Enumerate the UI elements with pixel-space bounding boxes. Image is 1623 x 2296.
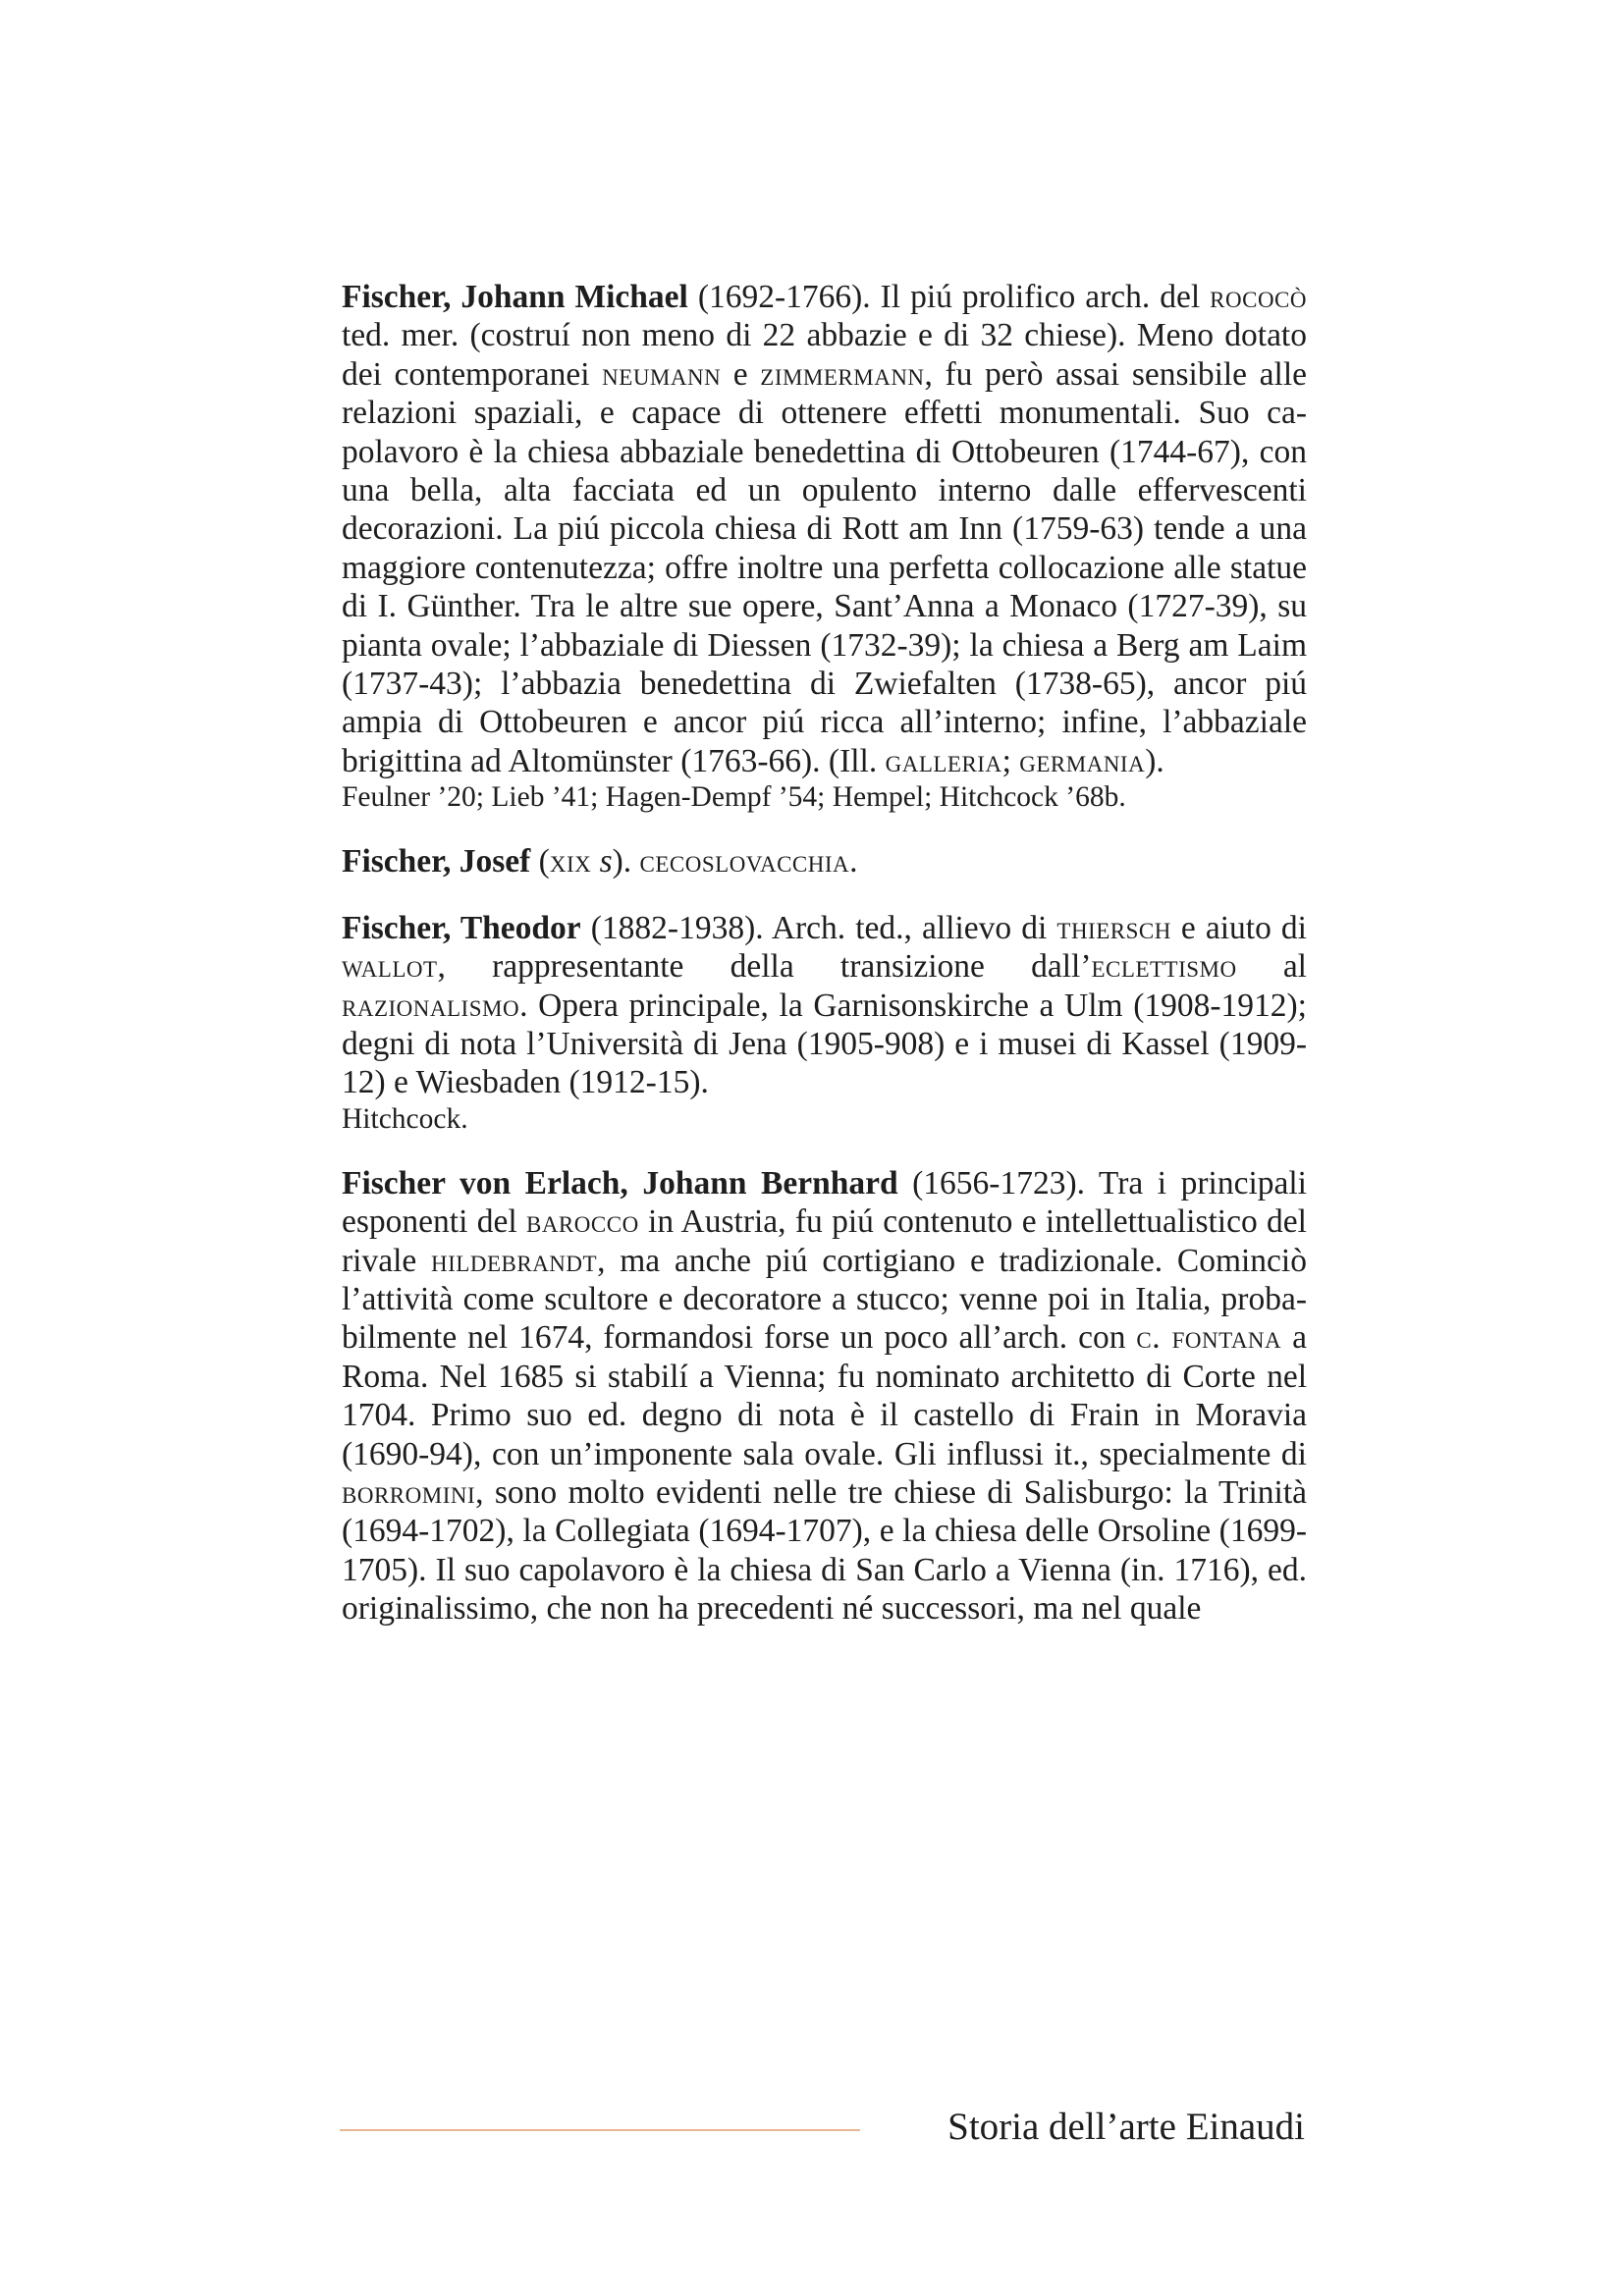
cross-reference: rococò bbox=[1210, 279, 1308, 315]
entry-body bbox=[342, 909, 1307, 1102]
entry-head: Fischer von Erlach, Johann Bernhard bbox=[342, 1164, 898, 1201]
cross-reference: barocco bbox=[525, 1203, 639, 1241]
bibliography: Feulner ’20; Lieb ’41; Hagen-Dempf ’54; Hempel; Hitchcock ’68b. bbox=[342, 781, 1126, 814]
entry-body bbox=[342, 842, 1307, 881]
entry-text: (1656-1723). Tra i principali esponenti del barocco in Austria, fu piú contenuto e intellettualistico del rivale hildebrandt, ma anche piú cortigiano e tradizionale. Cominciò l’attività come scultore e decoratore a stucco; venne poi in Italia, probabilmente nel 1674, formandosi forse un poco all’arch. con c. fontana a Roma. Nel 1685 si stabilí a Vienna; fu nominato architetto di Corte nel 1704. Primo suo ed. degno di nota è il castello di Frain in Moravia (1690-94), con un’imponente sala ovale. Gli influssi it., specialmente di borromini, sono molto evidenti nelle tre chiese di Salisburgo: la Trinità (1694-1702), la Collegiata (1694-1707), e la chiesa delle Orsoline (1699-1705). Il suo capolavoro è la chiesa di San Carlo a Vienna (in. 1716), ed. originalissimo, che non ha precedenti né successori, ma nel quale bbox=[342, 1164, 1307, 1628]
cross-reference: zimmermann bbox=[760, 355, 925, 393]
cross-reference: razionalismo bbox=[342, 987, 520, 1024]
cross-reference: xix bbox=[549, 843, 592, 881]
cross-reference: germania bbox=[1019, 742, 1146, 779]
entry-body bbox=[342, 1164, 1307, 1629]
entry-body bbox=[342, 278, 1307, 780]
cross-reference: cecoslovacchia bbox=[639, 843, 850, 881]
page-footer bbox=[340, 2104, 1305, 2153]
cross-reference: hildebrandt bbox=[431, 1242, 598, 1279]
entry-head: Fischer, Theodor bbox=[342, 909, 581, 946]
cross-reference: thiersch bbox=[1056, 909, 1171, 946]
entry-text: (xix s). cecoslovacchia. bbox=[530, 843, 858, 881]
entry-head: Fischer, Johann Michael bbox=[342, 279, 688, 315]
footer-rule bbox=[340, 2129, 860, 2131]
cross-reference: neumann bbox=[602, 355, 722, 393]
cross-reference: wallot bbox=[342, 948, 438, 986]
text-column bbox=[342, 278, 1307, 1629]
cross-reference: eclettismo bbox=[1091, 948, 1237, 986]
entry-fischer-theodor bbox=[342, 909, 1307, 1137]
entry-text: (1882-1938). Arch. ted., allievo di thiersch e aiuto di wallot, rappresentante della transizione dall’eclettismo al razionalismo. Opera principale, la Garnisonskirche a Ulm (1908-1912); degni di nota l’Università di Jena (1905-908) e i musei di Kassel (1909-12) e Wiesbaden (1912-15). bbox=[342, 909, 1307, 1101]
entry-head: Fischer, Josef bbox=[342, 843, 531, 881]
entry-text: (1692-1766). Il piú prolifico arch. del rococò ted. mer. (costruí non meno di 22 abbazie e di 32 chiese). Meno dotato dei contemporanei neumann e zimmermann, fu però assai sensibile alle relazioni spaziali, e capace di ottenere effetti monumentali. Suo capolavoro è la chiesa abbaziale benedettina di Ottobeuren (1744-67), con una bella, alta facciata ed un opulento interno dalle effervescenti decorazioni. La piú piccola chiesa di Rott am Inn (1759-63) tende a una maggiore contenutezza; offre inoltre una perfetta collocazione alle statue di I. Günther. Tra le altre sue opere, Sant’Anna a Monaco (1727-39), su pianta ovale; l’abbaziale di Diessen (1732-39); la chiesa a Berg am Laim (1737-43); l’abbazia benedettina di Zwiefalten (1738-65), ancor piú ampia di Ottobeuren e ancor piú ricca all’interno; infine, l’abbaziale brigittina ad Altomünster (1763-66). (Ill. galleria; germania). bbox=[342, 279, 1308, 779]
footer-title: Storia dell’arte Einaudi bbox=[947, 2106, 1305, 2148]
cross-reference: galleria bbox=[885, 742, 1002, 779]
cross-reference: borromini bbox=[342, 1473, 476, 1511]
cross-reference: c. fontana bbox=[1136, 1319, 1282, 1357]
italic-text: s bbox=[599, 843, 613, 881]
bibliography: Hitchcock. bbox=[342, 1102, 468, 1135]
entry-fischer-von-erlach bbox=[342, 1164, 1307, 1629]
entry-fischer-johann-michael bbox=[342, 278, 1307, 815]
entry-fischer-josef bbox=[342, 842, 1307, 881]
